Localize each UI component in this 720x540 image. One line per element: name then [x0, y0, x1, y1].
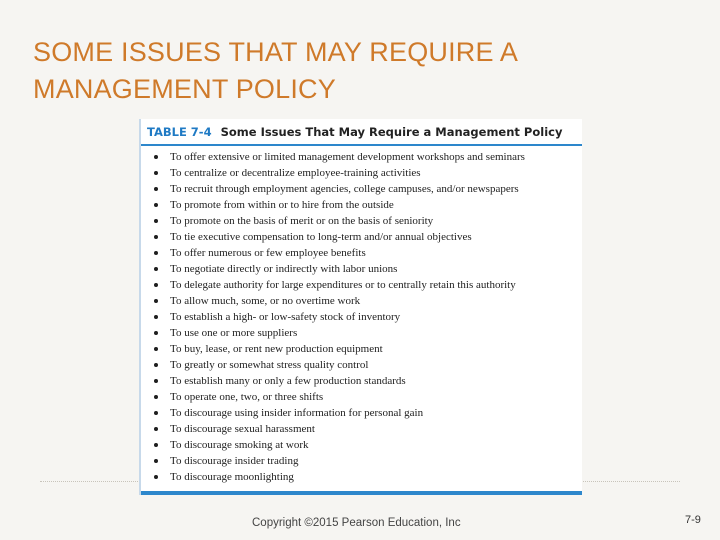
list-item-text: To operate one, two, or three shifts	[170, 391, 324, 403]
list-item	[141, 181, 525, 197]
list-item-text: To negotiate directly or indirectly with labor unions	[170, 263, 398, 275]
list-item-text: To promote on the basis of merit or on the basis of seniority	[170, 215, 434, 227]
list-item	[141, 421, 525, 437]
bullet-icon	[154, 379, 158, 383]
bullet-icon	[154, 443, 158, 447]
list-item	[141, 357, 525, 373]
list-item	[141, 261, 525, 277]
list-item	[141, 453, 525, 469]
bullet-icon	[154, 299, 158, 303]
table-number: TABLE 7-4	[147, 125, 212, 139]
list-item-text: To discourage insider trading	[170, 455, 299, 467]
list-item	[141, 197, 525, 213]
bullet-icon	[154, 395, 158, 399]
bullet-icon	[154, 155, 158, 159]
table-footer-rule	[141, 491, 582, 495]
bullet-icon	[154, 187, 158, 191]
list-item	[141, 165, 525, 181]
bullet-icon	[154, 411, 158, 415]
bullet-icon	[154, 331, 158, 335]
bullet-icon	[154, 315, 158, 319]
copyright-notice: Copyright ©2015 Pearson Education, Inc	[252, 517, 461, 529]
list-item	[141, 325, 525, 341]
list-item	[141, 229, 525, 245]
list-item	[141, 373, 525, 389]
list-item-text: To use one or more suppliers	[170, 327, 298, 339]
bullet-icon	[154, 283, 158, 287]
bullet-icon	[154, 267, 158, 271]
list-item	[141, 309, 525, 325]
bullet-icon	[154, 427, 158, 431]
list-item-text: To discourage moonlighting	[170, 471, 294, 483]
list-item-text: To delegate authority for large expenditures or to centrally retain this authority	[170, 279, 516, 291]
list-item	[141, 437, 525, 453]
slide-title-line-2: MANAGEMENT POLICY	[33, 74, 336, 104]
list-item-text: To allow much, some, or no overtime work	[170, 295, 361, 307]
list-item	[141, 149, 525, 165]
list-item-text: To discourage sexual harassment	[170, 423, 315, 435]
list-item-text: To discourage using insider information for personal gain	[170, 407, 424, 419]
table-header-rule	[141, 144, 582, 146]
bullet-icon	[154, 459, 158, 463]
list-item	[141, 405, 525, 421]
bullet-icon	[154, 235, 158, 239]
list-item-text: To establish a high- or low-safety stock of inventory	[170, 311, 401, 323]
bullet-icon	[154, 203, 158, 207]
list-item-text: To recruit through employment agencies, college campuses, and/or newspapers	[170, 183, 519, 195]
list-item	[141, 293, 525, 309]
list-item	[141, 341, 525, 357]
list-item-text: To promote from within or to hire from the outside	[170, 199, 394, 211]
slide-title	[33, 34, 673, 108]
list-item	[141, 213, 525, 229]
table-figure	[139, 119, 582, 495]
list-item-text: To tie executive compensation to long-term and/or annual objectives	[170, 231, 472, 243]
list-item	[141, 389, 525, 405]
bullet-icon	[154, 347, 158, 351]
list-item-text: To offer extensive or limited management development workshops and seminars	[170, 151, 525, 163]
list-item-text: To centralize or decentralize employee-training activities	[170, 167, 421, 179]
list-item	[141, 277, 525, 293]
table-caption: Some Issues That May Require a Management Policy	[220, 125, 563, 139]
page-number: 7-9	[685, 514, 701, 526]
table-header	[147, 122, 562, 142]
list-item-text: To establish many or only a few production standards	[170, 375, 406, 387]
bullet-icon	[154, 251, 158, 255]
bullet-icon	[154, 475, 158, 479]
bullet-icon	[154, 219, 158, 223]
list-item	[141, 469, 525, 485]
list-item-text: To greatly or somewhat stress quality control	[170, 359, 369, 371]
list-item-text: To offer numerous or few employee benefits	[170, 247, 366, 259]
list-item-text: To discourage smoking at work	[170, 439, 309, 451]
list-item-text: To buy, lease, or rent new production equipment	[170, 343, 383, 355]
bullet-icon	[154, 171, 158, 175]
bullet-icon	[154, 363, 158, 367]
list-item	[141, 245, 525, 261]
issue-list	[141, 149, 525, 485]
slide-title-line-1: SOME ISSUES THAT MAY REQUIRE A	[33, 37, 519, 67]
